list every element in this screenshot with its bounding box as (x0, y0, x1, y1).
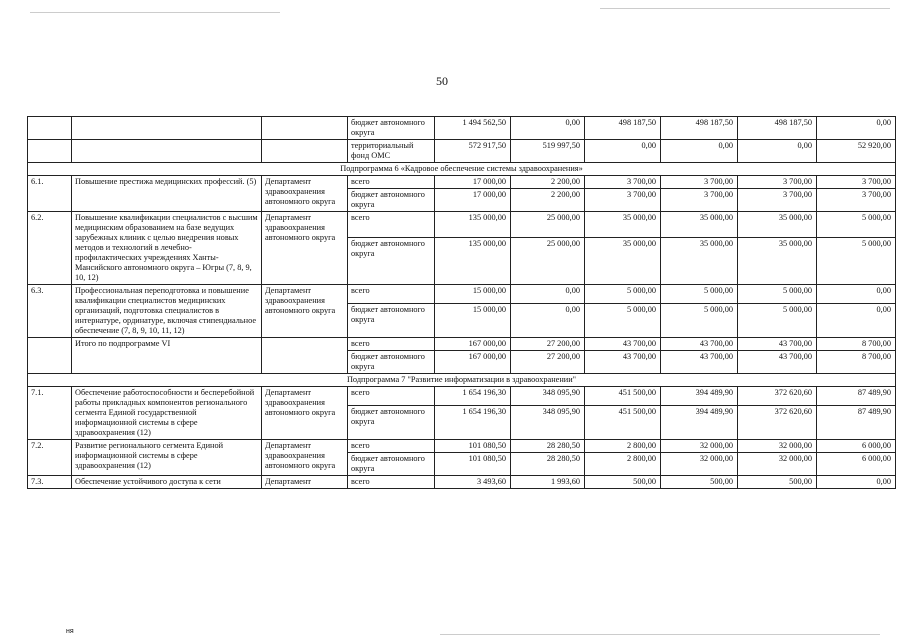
responsible-department (262, 338, 348, 374)
funding-source: всего (348, 476, 435, 489)
amount-total-cell: 43 700,00 (585, 338, 661, 351)
amount-cell: 572 917,50 (435, 140, 511, 163)
funding-source-budget: бюджет автономного округа (348, 351, 435, 374)
amount-total-cell: 28 280,50 (511, 440, 585, 453)
amount-total-cell: 32 000,00 (661, 440, 738, 453)
amount-budget-cell: 8 700,00 (817, 351, 896, 374)
amount-total-cell: 394 489,90 (661, 387, 738, 406)
amount-total-cell: 32 000,00 (738, 440, 817, 453)
item-name: Повышение престижа медицинских профессий. (5) (72, 176, 262, 212)
amount-budget-cell: 5 000,00 (661, 304, 738, 338)
funding-source-budget: бюджет автономного округа (348, 406, 435, 440)
amount-total-cell: 27 200,00 (511, 338, 585, 351)
footer-mark: ня (66, 628, 74, 635)
amount-cell: 0,00 (661, 140, 738, 163)
amount-total-cell: 5 000,00 (661, 285, 738, 304)
amount-cell: 498 187,50 (738, 117, 817, 140)
amount-cell: 500,00 (661, 476, 738, 489)
amount-budget-cell: 3 700,00 (585, 189, 661, 212)
amount-total-cell: 135 000,00 (435, 212, 511, 238)
amount-cell: 500,00 (738, 476, 817, 489)
subprogram-title: Подпрограмма 7 "Развитие информатизации в здравоохранении" (28, 374, 896, 387)
amount-total-cell: 5 000,00 (585, 285, 661, 304)
amount-cell: 498 187,50 (585, 117, 661, 140)
amount-total-cell: 15 000,00 (435, 285, 511, 304)
amount-total-cell: 5 000,00 (738, 285, 817, 304)
amount-budget-cell: 32 000,00 (661, 453, 738, 476)
item-number: 6.1. (28, 176, 72, 212)
amount-cell: 52 920,00 (817, 140, 896, 163)
item-name: Обеспечение работоспособности и бесперебойной работы прикладных компонентов регионального сегмента Единой государственной информационной системы в сфере здравоохранения (12) (72, 387, 262, 440)
responsible-department: Департамент здравоохранения автономного округа (262, 212, 348, 285)
amount-budget-cell: 2 200,00 (511, 189, 585, 212)
amount-total-cell: 3 700,00 (585, 176, 661, 189)
table-row (28, 338, 896, 351)
amount-cell: 3 493,60 (435, 476, 511, 489)
table-row (28, 476, 896, 489)
amount-total-cell: 167 000,00 (435, 338, 511, 351)
amount-budget-cell: 5 000,00 (585, 304, 661, 338)
table-body (28, 117, 896, 489)
amount-budget-cell: 3 700,00 (738, 189, 817, 212)
amount-cell: 0,00 (585, 140, 661, 163)
amount-total-cell: 6 000,00 (817, 440, 896, 453)
amount-budget-cell: 27 200,00 (511, 351, 585, 374)
funding-source-budget: бюджет автономного округа (348, 304, 435, 338)
item-name (72, 117, 262, 140)
amount-total-cell: 43 700,00 (738, 338, 817, 351)
amount-budget-cell: 0,00 (817, 304, 896, 338)
amount-cell: 498 187,50 (661, 117, 738, 140)
item-number: 7.2. (28, 440, 72, 476)
amount-budget-cell: 135 000,00 (435, 238, 511, 285)
item-number: 7.3. (28, 476, 72, 489)
item-name: Повышение квалификации специалистов с высшим медицинским образованием на базе ведущих зарубежных клиник с целью внедрения новых методов и технологий в лечебно-профилактических учреждениях Ханты-Мансийского автономного округа – Югры (7, 8, 9, 10, 12) (72, 212, 262, 285)
item-name: Профессиональная переподготовка и повышение квалификации специалистов медицинских организаций, подготовка специалистов в интернатуре, ординатуре, включая стипендиальное обеспечение (7, 8, 9, 10, 11, 12) (72, 285, 262, 338)
table-row (28, 440, 896, 453)
item-number: 6.3. (28, 285, 72, 338)
amount-budget-cell: 28 280,50 (511, 453, 585, 476)
amount-cell: 0,00 (511, 117, 585, 140)
table-row (28, 176, 896, 189)
responsible-department: Департамент здравоохранения автономного округа (262, 440, 348, 476)
item-number (28, 140, 72, 163)
amount-total-cell: 1 654 196,30 (435, 387, 511, 406)
amount-budget-cell: 43 700,00 (738, 351, 817, 374)
amount-total-cell: 0,00 (511, 285, 585, 304)
amount-total-cell: 35 000,00 (585, 212, 661, 238)
amount-budget-cell: 87 489,90 (817, 406, 896, 440)
responsible-department: Департамент здравоохранения автономного округа (262, 176, 348, 212)
funding-source: бюджет автономного округа (348, 117, 435, 140)
amount-budget-cell: 43 700,00 (661, 351, 738, 374)
amount-budget-cell: 3 700,00 (817, 189, 896, 212)
table-row (28, 387, 896, 406)
amount-total-cell: 25 000,00 (511, 212, 585, 238)
amount-budget-cell: 43 700,00 (585, 351, 661, 374)
responsible-department: Департамент здравоохранения автономного округа (262, 387, 348, 440)
amount-budget-cell: 5 000,00 (817, 238, 896, 285)
amount-total-cell: 5 000,00 (817, 212, 896, 238)
amount-total-cell: 17 000,00 (435, 176, 511, 189)
item-name: Обеспечение устойчивого доступа к сети (72, 476, 262, 489)
amount-total-cell: 35 000,00 (661, 212, 738, 238)
amount-budget-cell: 32 000,00 (738, 453, 817, 476)
amount-total-cell: 348 095,90 (511, 387, 585, 406)
amount-total-cell: 372 620,60 (738, 387, 817, 406)
amount-cell: 1 993,60 (511, 476, 585, 489)
amount-total-cell: 101 080,50 (435, 440, 511, 453)
funding-source-total: всего (348, 212, 435, 238)
funding-source-budget: бюджет автономного округа (348, 189, 435, 212)
page-number: 50 (436, 74, 448, 88)
amount-budget-cell: 35 000,00 (738, 238, 817, 285)
item-name: Развитие регионального сегмента Единой информационной системы в сфере здравоохранения (12) (72, 440, 262, 476)
item-number (28, 338, 72, 374)
amount-budget-cell: 167 000,00 (435, 351, 511, 374)
item-name: Итого по подпрограмме VI (72, 338, 262, 374)
amount-total-cell: 3 700,00 (817, 176, 896, 189)
scan-artifact-top-right (600, 8, 890, 9)
subprogram-header-row (28, 374, 896, 387)
amount-budget-cell: 6 000,00 (817, 453, 896, 476)
table-row (28, 285, 896, 304)
subprogram-header-row (28, 163, 896, 176)
funding-source-budget: бюджет автономного округа (348, 238, 435, 285)
amount-total-cell: 87 489,90 (817, 387, 896, 406)
subprogram-title: Подпрограмма 6 «Кадровое обеспечение системы здравоохранения» (28, 163, 896, 176)
amount-cell: 1 494 562,50 (435, 117, 511, 140)
budget-table (27, 116, 896, 489)
amount-total-cell: 2 800,00 (585, 440, 661, 453)
item-number: 6.2. (28, 212, 72, 285)
amount-cell: 0,00 (817, 117, 896, 140)
amount-budget-cell: 451 500,00 (585, 406, 661, 440)
responsible-department: Департамент здравоохранения автономного округа (262, 285, 348, 338)
scan-artifact-bottom (440, 634, 880, 635)
amount-budget-cell: 2 800,00 (585, 453, 661, 476)
amount-budget-cell: 17 000,00 (435, 189, 511, 212)
amount-budget-cell: 3 700,00 (661, 189, 738, 212)
amount-cell: 519 997,50 (511, 140, 585, 163)
item-name (72, 140, 262, 163)
amount-total-cell: 8 700,00 (817, 338, 896, 351)
funding-source-total: всего (348, 440, 435, 453)
amount-budget-cell: 1 654 196,30 (435, 406, 511, 440)
amount-total-cell: 2 200,00 (511, 176, 585, 189)
amount-budget-cell: 5 000,00 (738, 304, 817, 338)
responsible-department: Департамент (262, 476, 348, 489)
funding-source-total: всего (348, 285, 435, 304)
funding-source-total: всего (348, 387, 435, 406)
amount-budget-cell: 372 620,60 (738, 406, 817, 440)
amount-cell: 0,00 (817, 476, 896, 489)
scan-artifact-top (30, 12, 280, 13)
responsible-department (262, 140, 348, 163)
amount-budget-cell: 35 000,00 (585, 238, 661, 285)
item-number: 7.1. (28, 387, 72, 440)
amount-budget-cell: 0,00 (511, 304, 585, 338)
amount-total-cell: 0,00 (817, 285, 896, 304)
table-row (28, 117, 896, 140)
funding-source-total: всего (348, 176, 435, 189)
amount-budget-cell: 394 489,90 (661, 406, 738, 440)
funding-source: территориальный фонд ОМС (348, 140, 435, 163)
amount-cell: 0,00 (738, 140, 817, 163)
amount-total-cell: 43 700,00 (661, 338, 738, 351)
amount-budget-cell: 25 000,00 (511, 238, 585, 285)
item-number (28, 117, 72, 140)
responsible-department (262, 117, 348, 140)
amount-total-cell: 35 000,00 (738, 212, 817, 238)
table-row (28, 212, 896, 238)
amount-cell: 500,00 (585, 476, 661, 489)
funding-source-budget: бюджет автономного округа (348, 453, 435, 476)
amount-budget-cell: 348 095,90 (511, 406, 585, 440)
amount-budget-cell: 15 000,00 (435, 304, 511, 338)
table-row (28, 140, 896, 163)
amount-total-cell: 3 700,00 (738, 176, 817, 189)
amount-budget-cell: 101 080,50 (435, 453, 511, 476)
amount-budget-cell: 35 000,00 (661, 238, 738, 285)
funding-source-total: всего (348, 338, 435, 351)
amount-total-cell: 451 500,00 (585, 387, 661, 406)
amount-total-cell: 3 700,00 (661, 176, 738, 189)
